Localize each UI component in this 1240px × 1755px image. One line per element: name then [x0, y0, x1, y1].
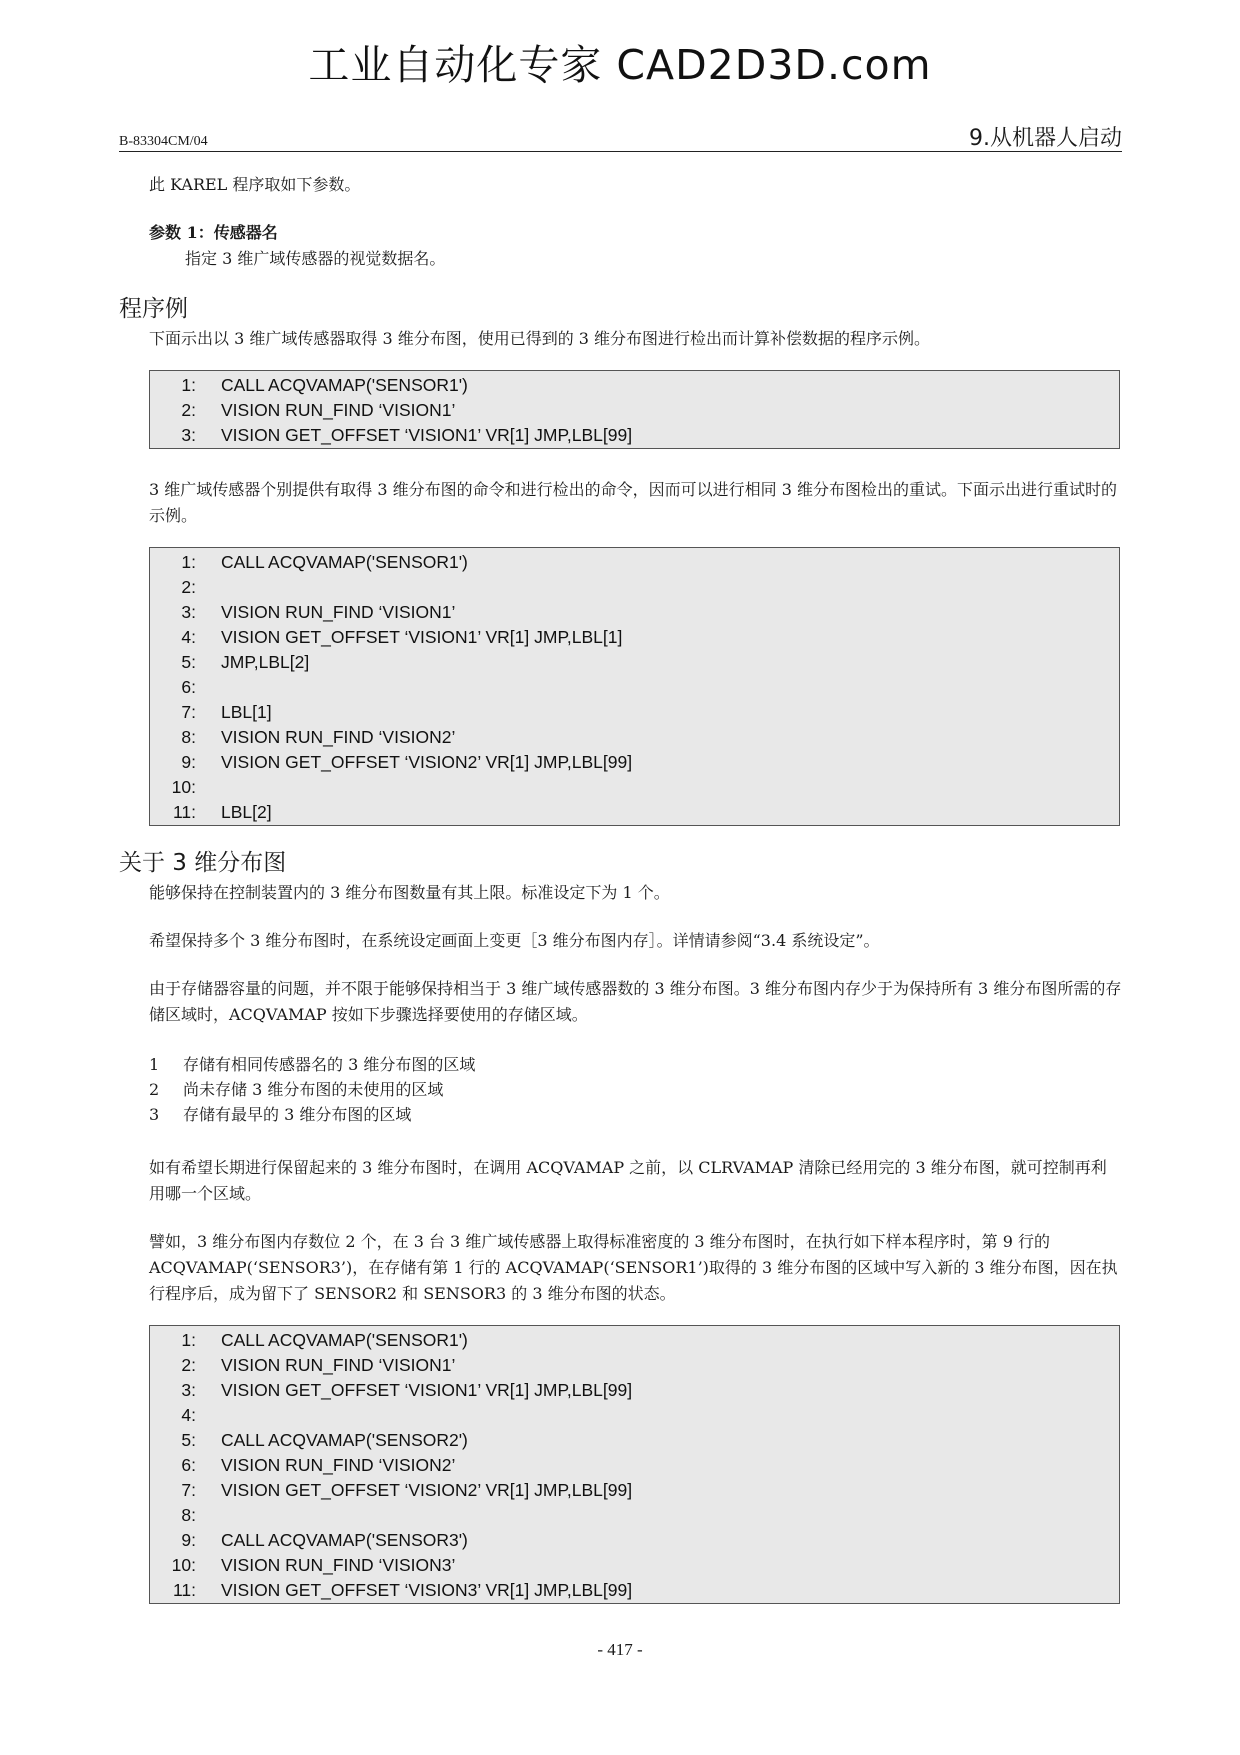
code-block-2 [149, 547, 1120, 826]
code-line-number: 3: [181, 425, 196, 445]
code-line-number: 9: [181, 752, 196, 772]
code-line-number: 7: [181, 702, 196, 722]
list-item [149, 1077, 1122, 1102]
code-line [150, 800, 1119, 825]
code-line [150, 1428, 1119, 1453]
code-line-text: VISION RUN_FIND ‘VISION1’ [221, 1355, 456, 1375]
code-line-text: CALL ACQVAMAP('SENSOR2') [221, 1430, 468, 1450]
code-line-number: 7: [181, 1480, 196, 1500]
param-desc: 指定 3 维广域传感器的视觉数据名。 [185, 249, 446, 268]
section-title-example: 程序例 [119, 296, 188, 322]
code-line [150, 625, 1119, 650]
code-line-text: VISION RUN_FIND ‘VISION1’ [221, 602, 456, 622]
code-line-number: 1: [181, 552, 196, 572]
section-title-3d-map: 关于 3 维分布图 [119, 850, 287, 876]
code-line-number: 8: [181, 727, 196, 747]
code-line-number: 1: [181, 375, 196, 395]
code-line [150, 423, 1119, 448]
list-item-number: 3 [149, 1105, 160, 1124]
list-item-text: 尚未存储 3 维分布图的未使用的区域 [183, 1080, 444, 1099]
code-line-number: 6: [181, 677, 196, 697]
code-line [150, 550, 1119, 575]
code-line-text: LBL[2] [221, 802, 272, 822]
code-line-number: 2: [181, 577, 196, 597]
code-line [150, 575, 1119, 600]
code-line [150, 1478, 1119, 1503]
code-line-text: VISION RUN_FIND ‘VISION1’ [221, 400, 456, 420]
code-line-text: CALL ACQVAMAP('SENSOR3') [221, 1530, 468, 1550]
code-line [150, 1328, 1119, 1353]
code-line-text: CALL ACQVAMAP('SENSOR1') [221, 1330, 468, 1350]
code-line-number: 5: [181, 1430, 196, 1450]
list-item-text: 存储有最早的 3 维分布图的区域 [183, 1105, 412, 1124]
map-paragraph-2: 希望保持多个 3 维分布图时，在系统设定画面上变更［3 维分布图内存］。详情请参阅“3.4 系统设定”。 [149, 931, 880, 950]
header-rule [119, 151, 1122, 152]
code-line [150, 750, 1119, 775]
doc-code: B-83304CM/04 [119, 134, 208, 149]
code-line-number: 11: [172, 802, 196, 822]
code-line-number: 8: [181, 1505, 196, 1525]
map-paragraph-4: 如有希望长期进行保留起来的 3 维分布图时，在调用 ACQVAMAP 之前，以 CLRVAMAP 清除已经用完的 3 维分布图，就可控制再利用哪一个区域。 [149, 1158, 1107, 1203]
storage-steps-list [149, 1052, 1122, 1127]
watermark: 工业自动化专家 CAD2D3D.com [308, 41, 932, 89]
code-line-number: 9: [181, 1530, 196, 1550]
code-line [150, 1553, 1119, 1578]
page-content [119, 172, 1122, 1604]
code-line-number: 4: [181, 627, 196, 647]
section-example-text: 下面示出以 3 维广域传感器取得 3 维分布图，使用已得到的 3 维分布图进行检出而计算补偿数据的程序示例。 [149, 329, 931, 348]
code-line [150, 1378, 1119, 1403]
map-paragraph-3: 由于存储器容量的问题，并不限于能够保持相当于 3 维广域传感器数的 3 维分布图。3 维分布图内存少于为保持所有 3 维分布图所需的存储区域时，ACQVAMAP 按如下步骤选择要使用的存储区域。 [149, 979, 1122, 1024]
list-item-number: 1 [149, 1055, 160, 1074]
code-line-text: VISION GET_OFFSET ‘VISION1’ VR[1] JMP,LBL[99] [221, 1380, 633, 1400]
code-line-text: LBL[1] [221, 702, 272, 722]
code-line-text: CALL ACQVAMAP('SENSOR1') [221, 375, 468, 395]
code-block-1 [149, 370, 1120, 449]
code-line-text: VISION GET_OFFSET ‘VISION2’ VR[1] JMP,LBL[99] [221, 752, 633, 772]
code-line [150, 1528, 1119, 1553]
code-line-number: 6: [181, 1455, 196, 1475]
code-line-number: 3: [181, 602, 196, 622]
code-line [150, 725, 1119, 750]
code-line-text: VISION GET_OFFSET ‘VISION2’ VR[1] JMP,LBL[99] [221, 1480, 633, 1500]
code-line-number: 11: [172, 1580, 196, 1600]
param-title: 参数 1：传感器名 [149, 223, 278, 242]
code-line [150, 700, 1119, 725]
code-line [150, 1353, 1119, 1378]
map-paragraph-5: 譬如，3 维分布图内存数位 2 个，在 3 台 3 维广域传感器上取得标准密度的 3 维分布图时，在执行如下样本程序时，第 9 行的 ACQVAMAP(‘SENSOR3’)，在存储有第 1 行的 ACQVAMAP(‘SENSOR1’)取得的 3 维分布图的区域中写入新的 3 维分布图，因在执行程序后，成为留下了 SENSOR2 和 SENSOR3 的 3 维分布图的状态。 [149, 1232, 1118, 1303]
code-line [150, 1403, 1119, 1428]
code-line-text: JMP,LBL[2] [221, 652, 310, 672]
code-block-3 [149, 1325, 1120, 1604]
code-line-number: 10: [171, 1555, 196, 1575]
code-line-text: VISION GET_OFFSET ‘VISION1’ VR[1] JMP,LBL[1] [221, 627, 623, 647]
code-line-number: 4: [181, 1405, 196, 1425]
code-line-number: 10: [171, 777, 196, 797]
code-line-number: 1: [181, 1330, 196, 1350]
code-line-number: 2: [181, 400, 196, 420]
code-line-text: VISION RUN_FIND ‘VISION2’ [221, 727, 456, 747]
chapter-title: 9.从机器人启动 [969, 126, 1122, 151]
code-line [150, 373, 1119, 398]
code-line [150, 775, 1119, 800]
code-line [150, 650, 1119, 675]
code-line-text: VISION RUN_FIND ‘VISION3’ [221, 1555, 456, 1575]
code-line-text: VISION GET_OFFSET ‘VISION1’ VR[1] JMP,LBL[99] [221, 425, 633, 445]
code-line-text: CALL ACQVAMAP('SENSOR1') [221, 552, 468, 572]
code-line [150, 1578, 1119, 1603]
code-line-number: 5: [181, 652, 196, 672]
code-line [150, 600, 1119, 625]
list-item-number: 2 [149, 1080, 160, 1099]
code-line [150, 1453, 1119, 1478]
list-item [149, 1102, 1122, 1127]
map-paragraph-1: 能够保持在控制装置内的 3 维分布图数量有其上限。标准设定下为 1 个。 [149, 883, 670, 902]
code-line [150, 1503, 1119, 1528]
code-line-number: 3: [181, 1380, 196, 1400]
intro-paragraph: 此 KAREL 程序取如下参数。 [149, 175, 361, 194]
code-line [150, 398, 1119, 423]
page-number: - 417 - [597, 1640, 643, 1659]
list-item-text: 存储有相同传感器名的 3 维分布图的区域 [183, 1055, 476, 1074]
code-line-text: VISION GET_OFFSET ‘VISION3’ VR[1] JMP,LBL[99] [221, 1580, 633, 1600]
code-line-number: 2: [181, 1355, 196, 1375]
code-line [150, 675, 1119, 700]
code-line-text: VISION RUN_FIND ‘VISION2’ [221, 1455, 456, 1475]
retry-paragraph: 3 维广域传感器个别提供有取得 3 维分布图的命令和进行检出的命令，因而可以进行相同 3 维分布图检出的重试。下面示出进行重试时的示例。 [149, 480, 1117, 525]
list-item [149, 1052, 1122, 1077]
